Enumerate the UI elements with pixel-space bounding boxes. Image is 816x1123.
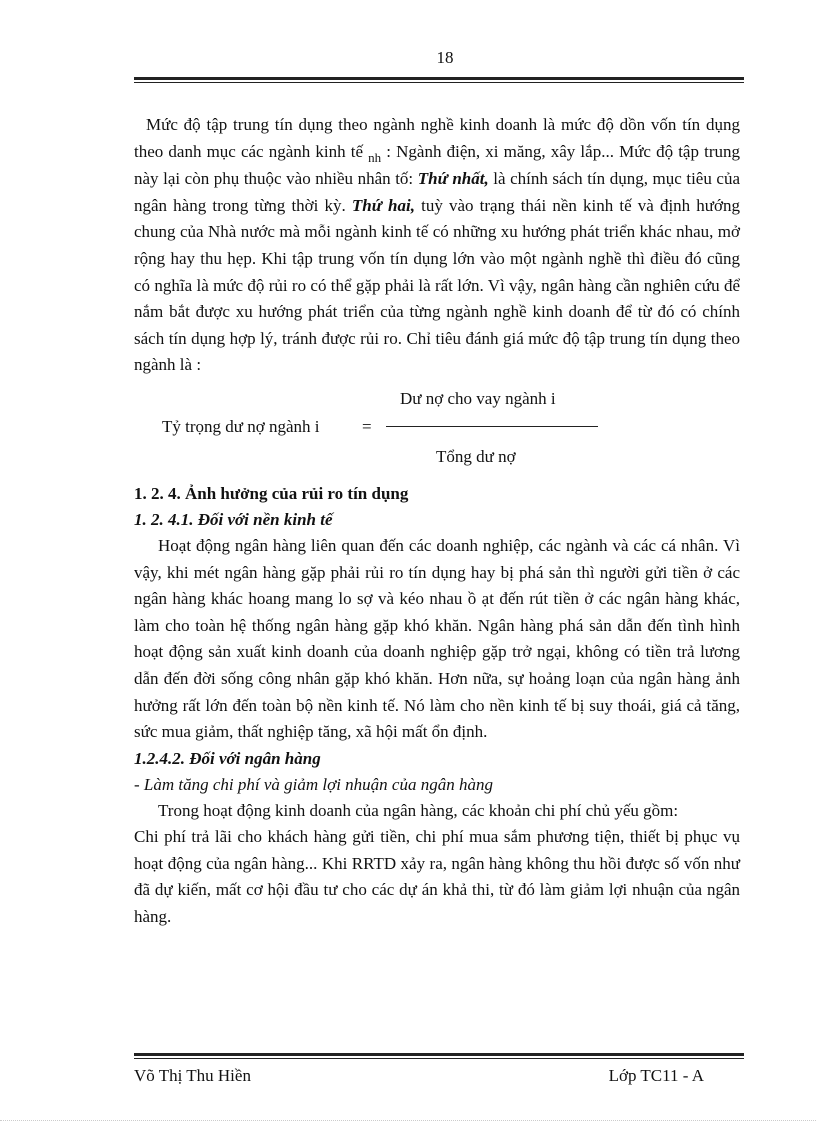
page-body — [134, 112, 740, 931]
bank-paragraph-2: Chi phí trả lãi cho khách hàng gửi tiền, chi phí mua sắm phương tiện, thiết bị phục vụ hoạt động của ngân hàng... Khi RRTD xảy ra, ngân hàng không thu hồi được số vốn như đã dự kiến, mất cơ hội đầu tư cho các dự án khả thi, từ đó làm giảm lợi nhuận của ngân hàng. — [134, 827, 740, 927]
subsection-heading-economy: 1. 2. 4.1. Đối với nền kinh tế — [134, 509, 333, 529]
intro-text-4: tuỳ vào trạng thái nền kinh tế và định hướng chung của Nhà nước mà mỗi ngành kinh tế có những xu hướng phát triển khác nhau, mở rộng hay thu hẹp. Khi tập trung vốn tín dụng lớn vào một ngành nghề thì điều đó cũng có nghĩa là mức độ rủi ro có thể gặp phải là rất lớn. Vì vậy, ngân hàng cần nghiên cứu để nắm bắt được xu hướng phát triển của từng ngành nghề kinh doanh để từ đó có chính sách tín dụng hợp lý, tránh được rủi ro. Chỉ tiêu đánh giá mức độ tập trung tín dụng theo ngành là : — [134, 195, 740, 375]
bullet-cost-profit: - Làm tăng chi phí và giảm lợi nhuận của ngân hàng — [134, 774, 493, 794]
page-edge-line — [0, 1120, 816, 1121]
footer-class: Lớp TC11 - A — [608, 1066, 704, 1085]
second-label: Thứ hai, — [351, 195, 415, 215]
intro-text-3: là chính sách tín dụng, mục tiêu của ngân hàng trong từng thời kỳ. — [134, 169, 740, 215]
intro-text-2: : Ngành điện, xi măng, xây lắp... Mức độ tập trung này lại còn phụ thuộc vào nhiều nhân tố: — [134, 141, 740, 189]
header-rule — [134, 77, 744, 83]
fraction-bar — [386, 426, 598, 427]
page-number: 18 — [436, 48, 454, 67]
intro-text-1: Mức độ tập trung tín dụng theo ngành nghề kinh doanh là mức độ dồn vốn tín dụng theo danh mục các ngành kinh tế — [134, 115, 740, 161]
formula-numerator: Dư nợ cho vay ngành i — [400, 388, 556, 408]
formula-label: Tỷ trọng dư nợ ngành i — [162, 416, 320, 436]
economy-paragraph: Hoạt động ngân hàng liên quan đến các doanh nghiệp, các ngành và các cá nhân. Vì vậy, khi mét ngân hàng gặp phải rủi ro tín dụng hay bị phá sản thì người gửi tiền ở các ngân hàng khác hoang mang lo sợ và kéo nhau ồ ạt đến rút tiền ở các ngân hàng khác, làm cho toàn hệ thống ngân hàng gặp khó khăn. Ngân hàng phá sản dẫn đến tình hình hoạt động sản xuất kinh doanh của doanh nghiệp gặp trở ngại, không có tiền trả lương dẫn đến đời sống công nhân gặp khó khăn. Hơn nữa, sự hoảng loạn của ngân hàng ảnh hưởng rất lớn đến toàn bộ nền kinh tế. Nó làm cho nền kinh tế bị suy thoái, giá cả tăng, sức mua giảm, thất nghiệp tăng, xã hội mất ổn định. — [134, 535, 740, 742]
section-heading: 1. 2. 4. Ảnh hưởng của rủi ro tín dụng — [134, 483, 409, 503]
concentration-formula — [134, 381, 740, 465]
intro-paragraph — [134, 112, 740, 379]
first-label: Thứ nhất, — [417, 169, 489, 189]
formula-equals: = — [362, 416, 372, 436]
intro-subscript: nh — [368, 149, 382, 165]
footer-rule — [134, 1053, 744, 1059]
bank-paragraph-1: Trong hoạt động kinh doanh của ngân hàng, các khoản chi phí chủ yếu gồm: — [158, 800, 679, 820]
formula-denominator: Tổng dư nợ — [436, 446, 516, 466]
footer-author: Võ Thị Thu Hiền — [134, 1066, 251, 1085]
subsection-heading-bank: 1.2.4.2. Đối với ngân hàng — [134, 748, 321, 768]
